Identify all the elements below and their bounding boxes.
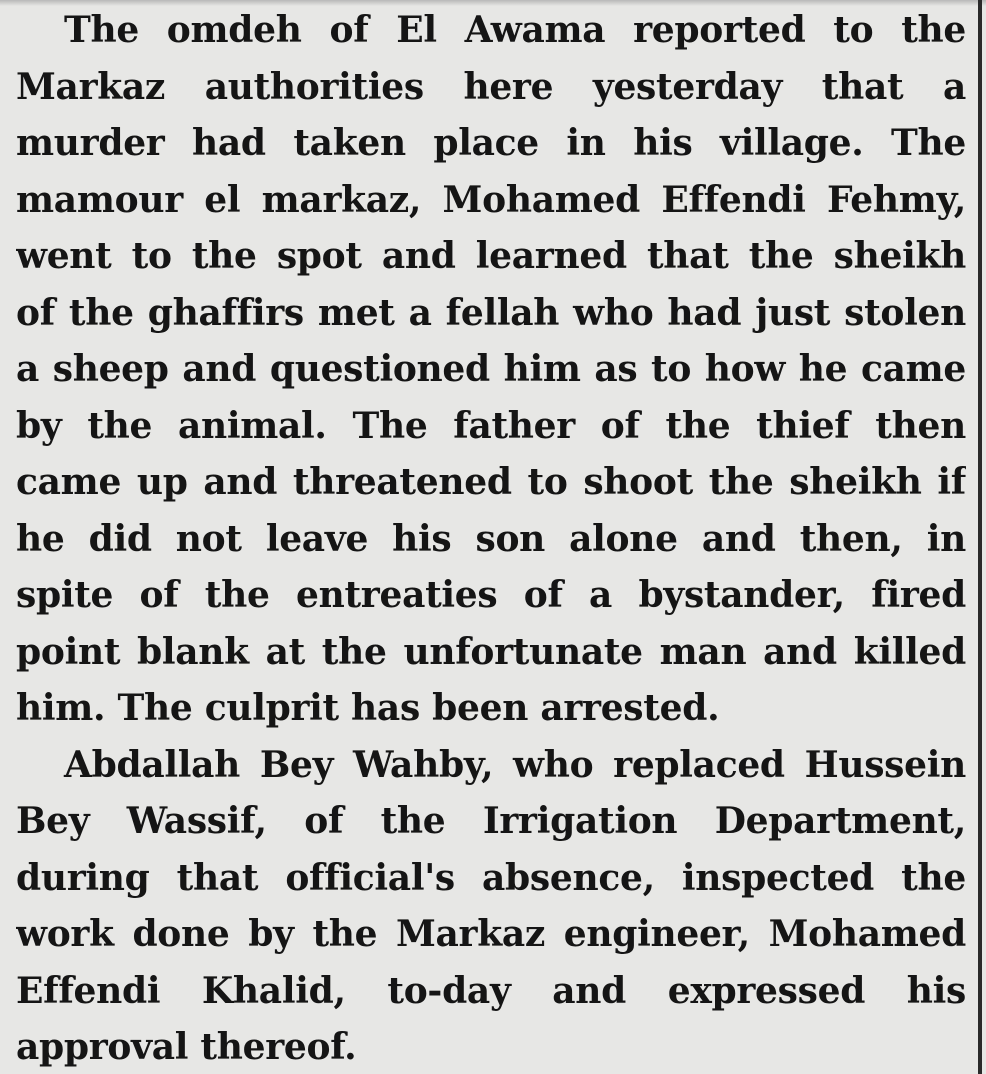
text-line: spite of the entreaties of a bystander, fired	[16, 574, 966, 616]
text-line: him. The culprit has been arrested.	[16, 687, 720, 729]
paragraph-murder-report	[16, 2, 966, 737]
column-rule	[978, 0, 982, 1074]
text-line: a sheep and questioned him as to how he came	[16, 348, 966, 390]
text-line: came up and threatened to shoot the sheikh if	[16, 461, 966, 503]
paragraph-irrigation-inspection	[16, 737, 966, 1074]
text-line: Markaz authorities here yesterday that a	[16, 65, 966, 108]
article-column	[16, 2, 966, 1074]
text-line: of the ghaffirs met a fellah who had just stolen	[16, 291, 966, 334]
text-line: went to the spot and learned that the sheikh	[16, 235, 966, 277]
text-line: he did not leave his son alone and then, in	[16, 517, 966, 560]
text-line: murder had taken place in his village. The	[16, 122, 966, 164]
text-line: point blank at the unfortunate man and killed	[16, 630, 966, 673]
text-line: The omdeh of El Awama reported to the	[64, 9, 966, 51]
text-line: Abdallah Bey Wahby, who replaced Hussein	[64, 743, 966, 786]
text-line: Bey Wassif, of the Irrigation Department,	[16, 800, 966, 842]
text-line: mamour el markaz, Mohamed Effendi Fehmy,	[16, 178, 966, 221]
text-line: work done by the Markaz engineer, Mohamed	[16, 913, 966, 955]
text-line: Effendi Khalid, to-day and expressed his	[16, 969, 966, 1012]
text-line: by the animal. The father of the thief then	[16, 404, 966, 447]
text-line: during that official's absence, inspected the	[16, 856, 966, 899]
text-line: approval thereof.	[16, 1026, 357, 1068]
